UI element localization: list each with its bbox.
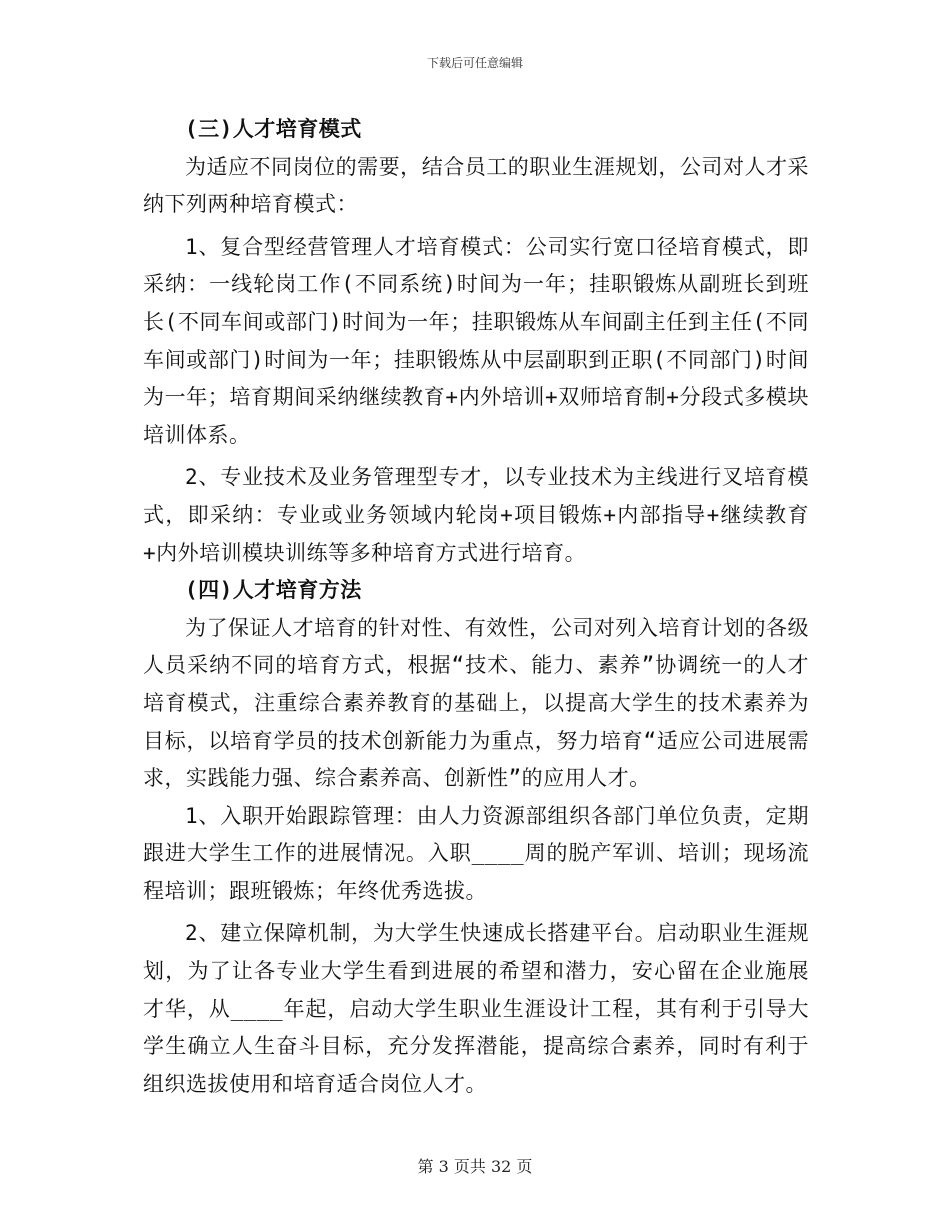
page-footer: 第 3 页共 32 页 (417, 1157, 533, 1176)
section-heading: (三)人才培育模式 (185, 117, 362, 141)
body-paragraph: 1、复合型经营管理人才培育模式：公司实行宽口径培育模式，即采纳：一线轮岗工作(不同系统)时间为一年；挂职锻炼从副班长到班长(不同车间或部门)时间为一年；挂职锻炼从车间副主任到主任(不同车间或部门)时间为一年；挂职锻炼从中层副职到正职(不同部门)时间为一年；培育期间采纳继续教育+内外培训+双师培育制+分段式多模块培训体系。 (143, 234, 809, 447)
body-paragraph: 为适应不同岗位的需要，结合员工的职业生涯规划，公司对人才采纳下列两种培育模式： (143, 154, 809, 217)
body-paragraph: 1、入职开始跟踪管理：由人力资源部组织各部门单位负责，定期跟进大学生工作的进展情况。入职____周的脱产军训、培训；现场流程培训；跟班锻炼；年终优秀选拔。 (143, 803, 809, 903)
body-paragraph: 2、建立保障机制，为大学生快速成长搭建平台。启动职业生涯规划，为了让各专业大学生看到进展的希望和潜力，安心留在企业施展才华，从____年起，启动大学生职业生涯设计工程，其有利于引导大学生确立人生奋斗目标，充分发挥潜能，提高综合素养，同时有利于组织选拔使用和培育适合岗位人才。 (143, 921, 809, 1096)
document-body (143, 111, 809, 1103)
body-paragraph: 为了保证人才培育的针对性、有效性，公司对列入培育计划的各级人员采纳不同的培育方式，根据“技术、能力、素养”协调统一的人才培育模式，注重综合素养教育的基础上，以提高大学生的技术素养为目标，以培育学员的技术创新能力为重点，努力培育“适应公司进展需求，实践能力强、综合素养高、创新性”的应用人才。 (143, 615, 809, 791)
section-heading: (四)人才培育方法 (185, 578, 362, 603)
body-paragraph: 2、专业技术及业务管理型专才，以专业技术为主线进行叉培育模式，即采纳：专业或业务领域内轮岗+项目锻炼+内部指导+继续教育+内外培训模块训练等多种培育方式进行培育。 (143, 465, 809, 565)
page-header: 下载后可任意编辑 (426, 56, 523, 70)
